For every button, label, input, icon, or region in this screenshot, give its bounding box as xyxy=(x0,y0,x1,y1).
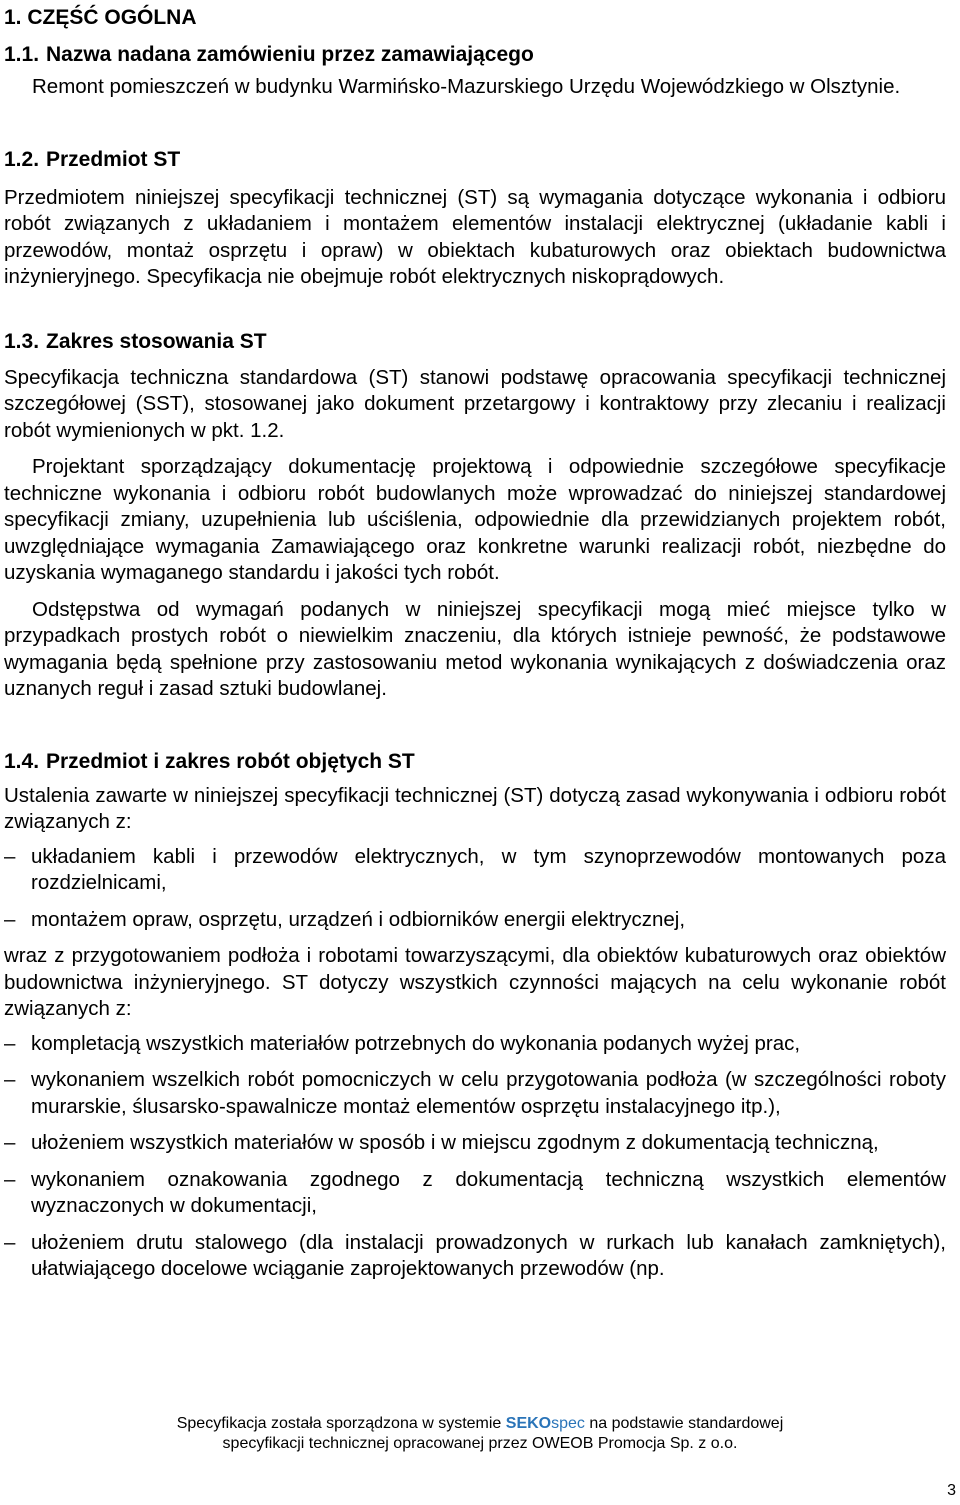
list-item-text: układaniem kabli i przewodów elektrycznych, w tym szynoprzewodów montowanych poza rozdzielnicami, xyxy=(31,844,946,894)
list-item xyxy=(4,1230,946,1283)
dash-bullet: – xyxy=(4,1031,16,1055)
page-footer xyxy=(0,1414,960,1454)
dash-bullet: – xyxy=(4,1230,16,1254)
dash-bullet: – xyxy=(4,907,16,931)
list-item-text: ułożeniem drutu stalowego (dla instalacji prowadzonych w rurkach lub kanałach zamkniętych), ułatwiającego docelowe wciąganie zaprojektowanych przewodów (np. xyxy=(31,1230,946,1280)
dash-bullet: – xyxy=(4,1068,16,1091)
list-item-text: wykonaniem oznakowania zgodnego z dokumentacją techniczną wszystkich elementów wyznaczonych w dokumentacji, xyxy=(31,1167,946,1217)
section-1-4-mid-text: wraz z przygotowaniem podłoża i robotami towarzyszącymi, dla obiektów kubaturowych oraz obiektów budownictwa inżynieryjnego. ST dotyczy wszystkich czynności mających na celu wykonanie robót związanych z: xyxy=(4,944,946,1020)
footer-text: Specyfikacja została sporządzona w systemie xyxy=(176,1415,506,1432)
dash-bullet: – xyxy=(4,1131,16,1154)
list-item-text: ułożeniem wszystkich materiałów w sposób i w miejscu zgodnym z dokumentacją techniczną, xyxy=(31,1131,879,1154)
section-title: Przedmiot ST xyxy=(46,147,181,171)
page-number: 3 xyxy=(947,1482,956,1499)
list-item xyxy=(4,1067,946,1120)
footer-line-2: specyfikacji technicznej opracowanej przez OWEOB Promocja Sp. z o.o. xyxy=(222,1435,738,1452)
list-item-text: kompletacją wszystkich materiałów potrzebnych do wykonania podanych wyżej prac, xyxy=(31,1031,801,1055)
section-1-2-text: Przedmiotem niniejszej specyfikacji technicznej (ST) są wymagania dotyczące wykonania i odbioru robót związanych z układaniem i montażem elementów instalacji elektrycznej (układanie kabli i przewodów, montaż osprzętu i opraw) w obiektach kubaturowych oraz obiektach budownictwa inżynieryjnego. Specyfikacja nie obejmuje robót elektrycznych niskoprądowych. xyxy=(4,185,946,288)
list-item-text: montażem opraw, osprzętu, urządzeń i odbiorników energii elektrycznej, xyxy=(31,907,686,931)
document-page xyxy=(4,0,946,1283)
section-number: 1.4. xyxy=(4,749,40,773)
section-heading-1-4 xyxy=(4,747,946,777)
list-item xyxy=(4,907,946,934)
sekospec-logo-spec: spec xyxy=(551,1415,585,1432)
section-heading-1-2 xyxy=(4,145,946,175)
section-title: Nazwa nadana zamówieniu przez zamawiającego xyxy=(46,43,534,66)
sekospec-logo-seko: SEKO xyxy=(505,1415,552,1432)
section-heading-1-1 xyxy=(4,40,946,70)
work-scope-list-2 xyxy=(4,1031,946,1283)
list-item-text: wykonaniem wszelkich robót pomocniczych w celu przygotowania podłoża (w szczególności roboty murarskie, ślusarsko-spawalnicze montaż elementów osprzętu instalacyjnego itp.), xyxy=(31,1068,946,1118)
section-number: 1.2. xyxy=(4,147,40,171)
section-heading-1-3 xyxy=(4,327,946,357)
section-1-3-paragraph-1: Specyfikacja techniczna standardowa (ST) stanowi podstawę opracowania specyfikacji technicznej szczegółowej (SST), stosowanej jako dokument przetargowy i kontraktowy przy zlecaniu i realizacji robót wymienionych w pkt. 1.2. xyxy=(4,365,946,442)
footer-line-1 xyxy=(0,1414,960,1434)
list-item xyxy=(4,1167,946,1220)
section-1-4-intro: Ustalenia zawarte w niniejszej specyfikacji technicznej (ST) dotyczą zasad wykonywania i odbioru robót związanych z: xyxy=(4,783,946,833)
section-1-3-paragraph-2: Projektant sporządzający dokumentację projektową i odpowiednie szczegółowe specyfikacje techniczne wykonania i odbioru robót budowlanych może wprowadzać do niniejszej standardowej specyfikacji zmiany, uzupełnienia lub uściślenia, odpowiednie dla przewidzianych projektem robót, uwzględniające wymagania Zamawiającego oraz konkretne warunki realizacji robót, niezbędne do uzyskania wymaganego standardu i jakości tych robót. xyxy=(4,455,946,584)
section-1-3-paragraph-3: Odstępstwa od wymagań podanych w niniejszej specyfikacji mogą mieć miejsce tylko w przypadkach prostych robót o niewielkim znaczeniu, dla których istnieje pewność, że podstawowe wymagania będą spełnione przy zastosowaniu metod wykonania wynikających z doświadczenia oraz uznanych reguł i zasad sztuki budowlanej. xyxy=(4,597,946,700)
dash-bullet: – xyxy=(4,844,16,868)
section-1-1-text: Remont pomieszczeń w budynku Warmińsko-Mazurskiego Urzędu Wojewódzkiego w Olsztynie. xyxy=(32,75,901,98)
section-number: 1.3. xyxy=(4,329,40,353)
section-title: Zakres stosowania ST xyxy=(46,329,267,353)
section-number: 1.1. xyxy=(4,43,40,66)
list-item xyxy=(4,1031,946,1058)
footer-text: na podstawie standardowej xyxy=(584,1415,784,1432)
section-heading-1: 1. CZĘŚĆ OGÓLNA xyxy=(4,6,197,29)
list-item xyxy=(4,1130,946,1157)
list-item xyxy=(4,844,946,897)
section-title: Przedmiot i zakres robót objętych ST xyxy=(46,749,415,773)
dash-bullet: – xyxy=(4,1167,16,1191)
work-scope-list-1 xyxy=(4,844,946,934)
